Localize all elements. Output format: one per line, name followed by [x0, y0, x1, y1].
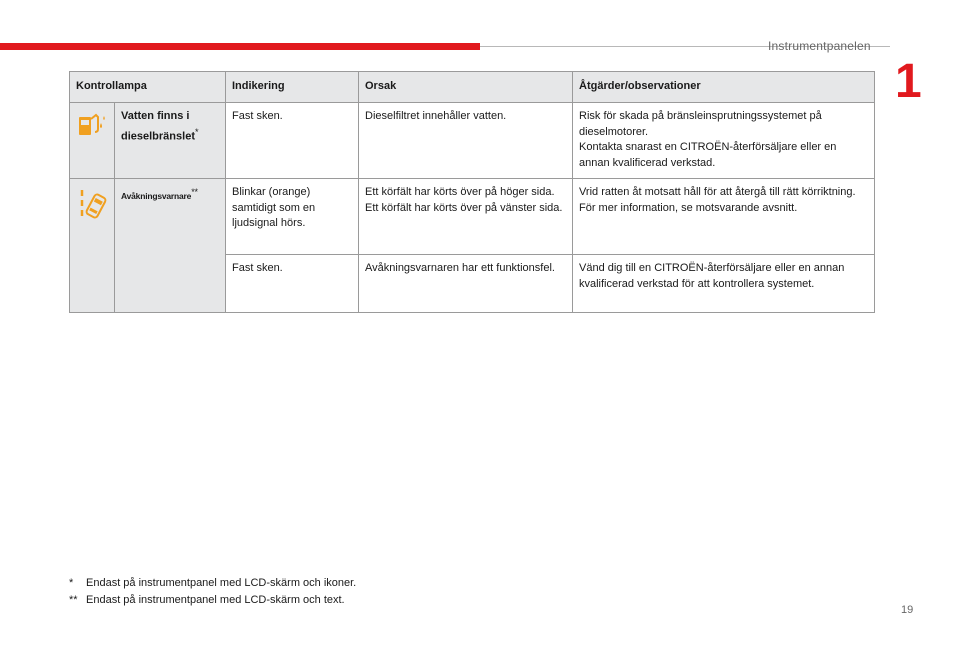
section-title: Instrumentpanelen	[768, 39, 871, 53]
indication-cell: Fast sken.	[226, 103, 359, 179]
lamp-name-cell	[115, 179, 226, 313]
lane-departure-warning-icon	[77, 187, 107, 221]
table-header-row	[70, 72, 875, 103]
action-cell	[573, 103, 875, 179]
page-number: 19	[901, 604, 914, 616]
cause-text: Ett körfält har körts över på vänster sida.	[365, 201, 563, 214]
footnote-mark: *	[194, 126, 199, 137]
cause-cell	[359, 179, 573, 255]
cause-cell	[359, 103, 573, 179]
action-cell	[573, 179, 875, 255]
action-text: Kontakta snarast en CITROËN-återförsäljare eller en annan kvalificerad verkstad.	[579, 141, 837, 169]
action-text: Vänd dig till en CITROËN-återförsäljare eller en annan kvalificerad verkstad för att kontrollera systemet.	[579, 262, 845, 290]
warning-lamp-table	[69, 71, 875, 313]
action-text: Vrid ratten åt motsatt håll för att återgå till rätt körriktning.	[579, 186, 856, 198]
water-in-diesel-icon	[77, 111, 107, 137]
action-cell	[573, 255, 875, 313]
chapter-number: 1	[895, 55, 922, 108]
column-header-indikering: Indikering	[226, 72, 359, 103]
footnote	[69, 575, 356, 592]
table-row	[70, 179, 875, 255]
footnote-mark: *	[69, 577, 74, 589]
icon-cell	[70, 103, 115, 179]
icon-cell	[70, 179, 115, 313]
footnote-mark: **	[191, 187, 198, 197]
footnote-text: Endast på instrumentpanel med LCD-skärm och text.	[86, 594, 345, 606]
table-row	[70, 103, 875, 179]
indication-cell: Fast sken.	[226, 255, 359, 313]
header-accent-bar	[0, 43, 480, 50]
footnote-mark: **	[69, 594, 78, 606]
cause-text: Dieselfiltret innehåller vatten.	[365, 110, 507, 122]
lamp-name: Avåkningsvarnare	[121, 190, 192, 201]
column-header-kontrollampa: Kontrollampa	[70, 72, 226, 103]
cause-text: Ett körfält har körts över på höger sida.	[365, 186, 555, 198]
action-text: För mer information, se motsvarande avsnitt.	[579, 201, 798, 214]
lamp-name: Vatten finns i dieselbränslet	[121, 110, 195, 143]
footnote	[69, 592, 356, 609]
footnotes	[69, 575, 356, 609]
cause-text: Avåkningsvarnaren har ett funktionsfel.	[365, 262, 555, 274]
footnote-text: Endast på instrumentpanel med LCD-skärm och ikoner.	[86, 577, 357, 589]
column-header-orsak: Orsak	[359, 72, 573, 103]
cause-cell	[359, 255, 573, 313]
action-text: Risk för skada på bränsleinsprutningssystemet på dieselmotorer.	[579, 110, 822, 138]
lamp-name-cell	[115, 103, 226, 179]
column-header-atgarder: Åtgärder/observationer	[573, 72, 875, 103]
indication-cell: Blinkar (orange) samtidigt som en ljudsignal hörs.	[226, 179, 359, 255]
